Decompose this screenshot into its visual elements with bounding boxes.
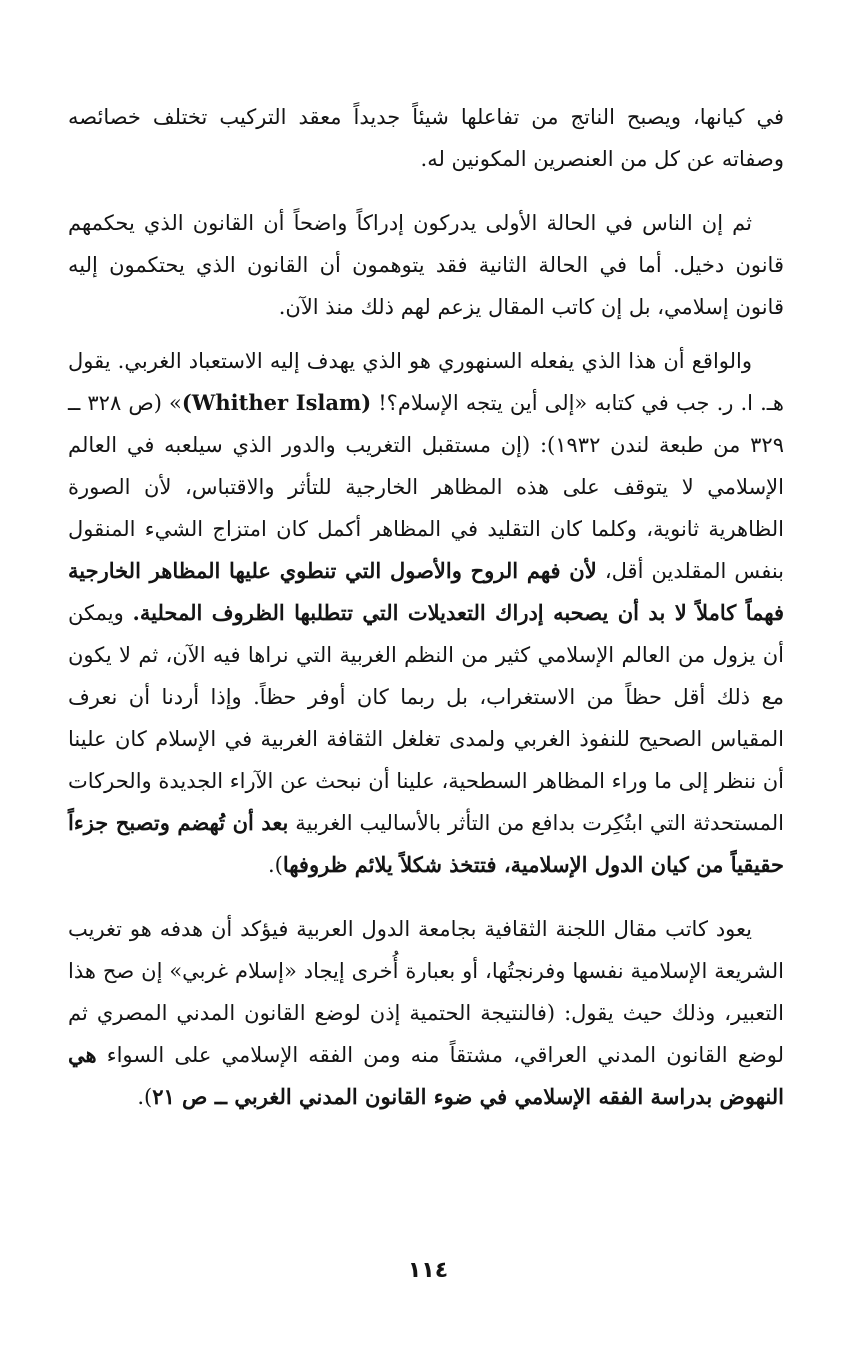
paragraph-4-bold: هي النهوض بدراسة الفقه الإسلامي في ضوء القانون المدني الغربي ــ ص ٢١ — [68, 1042, 784, 1109]
quote-bold-part-1: لأن فهم الروح والأصول التي تنطوي عليها المظاهر الخارجية فهماً كاملاً لا بد أن يصحبه إدراك التعديلات التي تتطلبها الظروف المحلية. — [68, 558, 784, 625]
paragraph-gibb-quotation — [68, 340, 784, 886]
quote-regular-part-2: ويمكن أن يزول من العالم الإسلامي كثير من النظم الغربية التي نراها فيه الآن، ثم لا يكون مع ذلك أقل حظاً من الاستغراب، بل ربما كان أوفر حظاً. وإذا أردنا أن نعرف المقياس الصحيح للنفوذ الغربي ولمدى تغلغل الثقافة الغربية في الإسلام كان علينا أن ننظر إلى ما وراء المظاهر السطحية، علينا أن نبحث عن الآراء الجديدة والحركات المستحدثة التي ابتُكِرت بدافع من التأثر بالأساليب الغربية — [68, 601, 784, 835]
paragraph-4-regular: يعود كاتب مقال اللجنة الثقافية بجامعة الدول العربية فيؤكد أن هدفه هو تغريب الشريعة الإسلامية نفسها وفرنجتُها، أو بعبارة أُخرى إيجاد «إسلام غربي» إن صح هذا التعبير، وذلك حيث يقول: (فالنتيجة الحتمية إذن لوضع القانون المدني المصري ثم لوضع القانون المدني العراقي، مشتقاً منه ومن الفقه الإسلامي على السواء — [68, 917, 784, 1067]
paragraph-1-text: في كيانها، ويصبح الناتج من تفاعلها شيئاً جديداً معقد التركيب تختلف خصائصه وصفاته عن كل من العنصرين المكونين له. — [68, 105, 784, 171]
paragraph-2-text: ثم إن الناس في الحالة الأولى يدركون إدراكاً واضحاً أن القانون الذي يحكمهم قانون دخيل. أما في الحالة الثانية فقد يتوهمون أن القانون الذي يحتكمون إليه قانون إسلامي، بل إن كاتب المقال يزعم لهم ذلك منذ الآن. — [68, 211, 784, 319]
paragraph-3-intro: والواقع أن هذا الذي يفعله السنهوري هو الذي يهدف إليه الاستعباد الغربي. يقول هـ. ا. ر. جب في كتابه «إلى أين يتجه الإسلام؟! — [68, 349, 785, 415]
quote-closing: ). — [267, 853, 283, 877]
document-body — [68, 96, 784, 1118]
paragraph-continuation — [68, 96, 784, 180]
paragraph-arab-league-committee — [68, 908, 784, 1118]
paragraph-4-closing: ). — [137, 1085, 153, 1109]
paragraph-legal-perception — [68, 202, 784, 328]
quote-regular-part-1: (إن مستقبل التغريب والدور الذي سيلعبه في العالم الإسلامي لا يتوقف على هذه المظاهر الخارجية للتأثر والاقتباس، لأن الصورة الظاهرية ثانوية، وكلما كان التقليد في المظاهر أكمل كان امتزاج الشيء المنقول بنفس المقلدين أقل، — [68, 433, 785, 583]
citation-reference: » (ص ٣٢٨ ــ ٣٢٩ من طبعة لندن ١٩٣٢): — [68, 391, 784, 457]
english-book-title: (Whither Islam) — [181, 390, 372, 415]
quote-bold-part-2: بعد أن تُهضم وتصبح جزءاً حقيقياً من كيان الدول الإسلامية، فتتخذ شكلاً يلائم ظروفها — [68, 810, 784, 877]
page-number: ١١٤ — [407, 1258, 449, 1283]
